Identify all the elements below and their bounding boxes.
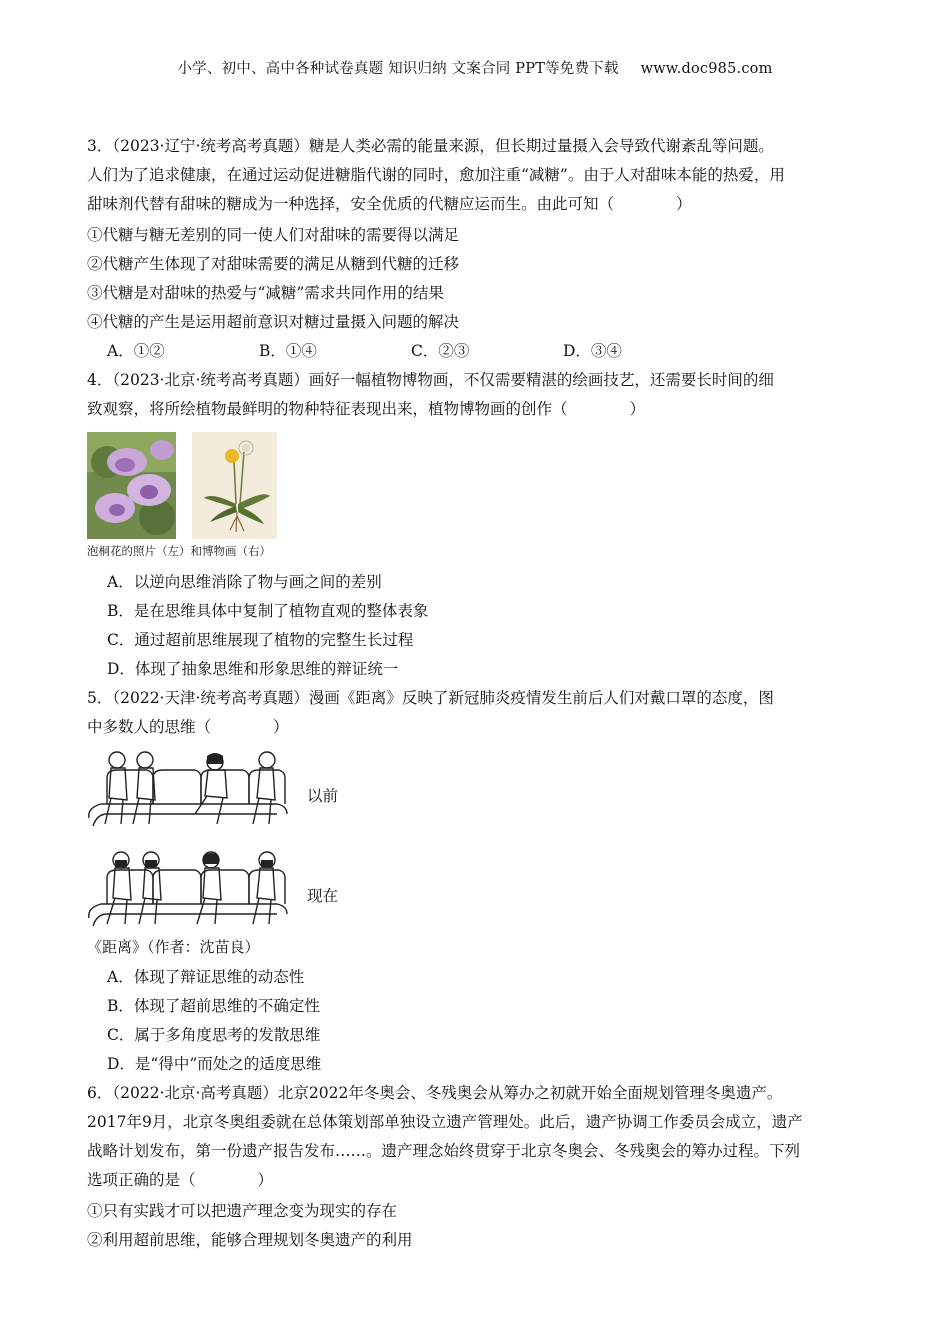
q5-figure-caption: 《距离》（作者：沈苗良） — [87, 938, 260, 956]
q3-item-2: ②代糖产生体现了对甜味需要的满足从糖到代糖的迁移 — [87, 255, 460, 273]
q5-option-a[interactable]: A．体现了辩证思维的动态性 — [107, 968, 305, 986]
q3-option-b[interactable]: B．①④ — [259, 342, 317, 360]
q6-stem-line-1: 6．（2022·北京·高考真题）北京2022年冬奥会、冬残奥会从筹办之初就开始全面规划管理冬奥遗产。 — [87, 1084, 783, 1102]
dandelion-illustration — [192, 432, 277, 539]
q4-stem-line-1: 4．（2023·北京·统考高考真题）画好一幅植物博物画，不仅需要精湛的绘画技艺，还需要长时间的细 — [87, 371, 774, 389]
page-header — [0, 57, 950, 78]
q5-stem-line-2: 中多数人的思维（ ） — [87, 718, 289, 736]
q5-option-d[interactable]: D．是“得中”而处之的适度思维 — [107, 1055, 322, 1073]
q4-figure-caption: 泡桐花的照片（左）和博物画（右） — [87, 544, 271, 558]
q6-item-2: ②利用超前思维，能够合理规划冬奥遗产的利用 — [87, 1231, 413, 1249]
q6-stem-line-3: 战略计划发布，第一份遗产报告发布……。遗产理念始终贯穿于北京冬奥会、冬残奥会的筹办过程。下列 — [87, 1142, 801, 1160]
cartoon-label-before: 以前 — [307, 787, 339, 805]
q4-option-c[interactable]: C．通过超前思维展现了植物的完整生长过程 — [107, 631, 414, 649]
q5-option-b[interactable]: B．体现了超前思维的不确定性 — [107, 997, 320, 1015]
q3-option-c[interactable]: C．②③ — [411, 342, 470, 360]
q4-option-a[interactable]: A．以逆向思维消除了物与画之间的差别 — [107, 573, 382, 591]
q3-stem-line-2: 人们为了追求健康，在通过运动促进糖脂代谢的同时，愈加注重“减糖”。由于人对甜味本能的热爱，用 — [87, 166, 785, 184]
q6-item-1: ①只有实践才可以把遗产理念变为现实的存在 — [87, 1202, 398, 1220]
q4-option-b[interactable]: B．是在思维具体中复制了植物直观的整体表象 — [107, 602, 429, 620]
cartoon-label-now: 现在 — [307, 887, 339, 905]
q3-item-3: ③代糖是对甜味的热爱与“减糖”需求共同作用的结果 — [87, 284, 444, 302]
q3-item-1: ①代糖与糖无差别的同一使人们对甜味的需要得以满足 — [87, 226, 460, 244]
q5-option-c[interactable]: C．属于多角度思考的发散思维 — [107, 1026, 321, 1044]
header-text: 小学、初中、高中各种试卷真题 知识归纳 文案合同 PPT等免费下载 — [177, 61, 619, 77]
q6-stem-line-4: 选项正确的是（ ） — [87, 1171, 274, 1189]
q3-stem-line-3: 甜味剂代替有甜味的糖成为一种选择，安全优质的代糖应运而生。由此可知（ ） — [87, 195, 692, 213]
cartoon-now — [87, 848, 292, 930]
q3-item-4: ④代糖的产生是运用超前意识对糖过量摄入问题的解决 — [87, 313, 460, 331]
header-url[interactable]: www.doc985.com — [640, 61, 773, 77]
cartoon-before — [87, 748, 292, 830]
q3-option-a[interactable]: A．①② — [107, 342, 165, 360]
q6-stem-line-2: 2017年9月，北京冬奥组委就在总体策划部单独设立遗产管理处。此后，遗产协调工作委员会成立，遗产 — [87, 1113, 803, 1131]
q4-option-d[interactable]: D．体现了抽象思维和形象思维的辩证统一 — [107, 660, 399, 678]
q5-stem-line-1: 5．（2022·天津·统考高考真题）漫画《距离》反映了新冠肺炎疫情发生前后人们对戴口罩的态度，图 — [87, 689, 774, 707]
q4-stem-line-2: 致观察，将所绘植物最鲜明的物种特征表现出来，植物博物画的创作（ ） — [87, 400, 646, 418]
paulownia-photo — [87, 432, 176, 539]
q3-stem-line-1: 3．（2023·辽宁·统考高考真题）糖是人类必需的能量来源，但长期过量摄入会导致代谢紊乱等问题。 — [87, 137, 774, 155]
q3-options — [107, 339, 715, 361]
q3-option-d[interactable]: D．③④ — [563, 342, 622, 360]
